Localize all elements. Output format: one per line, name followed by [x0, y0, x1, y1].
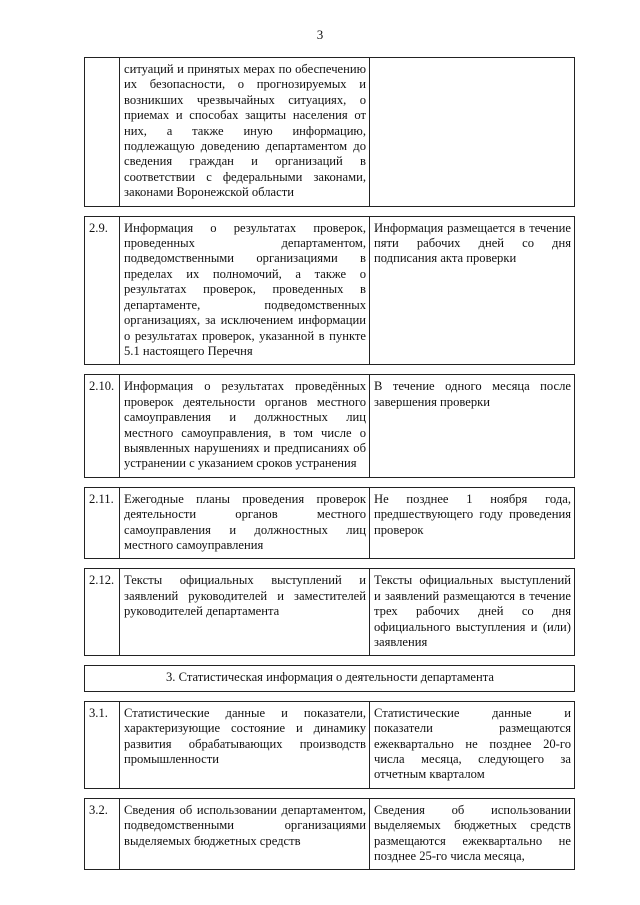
table-row — [85, 216, 575, 365]
row-gap — [85, 477, 575, 487]
page-number: 3 — [316, 27, 324, 42]
row-term: Сведения об использовании выделяемых бюджетных средств размещаются ежеквартально не позднее 25-го числа месяца, — [370, 798, 575, 870]
row-gap — [85, 559, 575, 569]
row-description: Статистические данные и показатели, характеризующие состояние и динамику развития обрабатывающих производств промышленности — [120, 701, 370, 788]
row-number: 3.2. — [85, 798, 120, 870]
row-term: Информация размещается в течение пяти рабочих дней со дня подписания акта проверки — [370, 216, 575, 365]
section-heading-row — [85, 666, 575, 691]
row-number: 3.1. — [85, 701, 120, 788]
row-term — [370, 58, 575, 207]
table-row — [85, 58, 575, 207]
row-gap — [85, 365, 575, 375]
row-gap — [85, 656, 575, 666]
row-description: Сведения об использовании департаментом, подведомственными организациями выделяемых бюджетных средств — [120, 798, 370, 870]
row-term: Статистические данные и показатели размещаются ежеквартально не позднее 20-го числа месяца, следующего за отчетным кварталом — [370, 701, 575, 788]
table-row — [85, 798, 575, 870]
table-row — [85, 569, 575, 656]
row-gap — [85, 788, 575, 798]
row-description: Тексты официальных выступлений и заявлений руководителей и заместителей руководителей департамента — [120, 569, 370, 656]
row-description: Ежегодные планы проведения проверок деятельности органов местного самоуправления и должностных лиц местного самоуправления — [120, 487, 370, 559]
row-number: 2.11. — [85, 487, 120, 559]
row-number — [85, 58, 120, 207]
table-row — [85, 701, 575, 788]
row-number: 2.12. — [85, 569, 120, 656]
row-number: 2.10. — [85, 375, 120, 477]
row-term: Не позднее 1 ноября года, предшествующего году проведения проверок — [370, 487, 575, 559]
row-number: 2.9. — [85, 216, 120, 365]
table-row — [85, 487, 575, 559]
row-description: ситуаций и принятых мерах по обеспечению их безопасности, о прогнозируемых и возникших чрезвычайных ситуациях, о приемах и способах защиты населения от них, а также иную информацию, подлежащую доведению департаментом до сведения граждан и организаций в соответствии с федеральными законами, законами Воронежской области — [120, 58, 370, 207]
table-row — [85, 375, 575, 477]
row-term: Тексты официальных выступлений и заявлений размещаются в течение трех рабочих дней со дня официального выступления и (или) заявления — [370, 569, 575, 656]
row-gap — [85, 691, 575, 701]
row-gap — [85, 206, 575, 216]
information-list-table — [84, 57, 575, 870]
row-description: Информация о результатах проведённых проверок деятельности органов местного самоуправления и должностных лиц местного самоуправления, в том числе о выявленных нарушениях и предписаниях об устранении с указанием сроков устранения — [120, 375, 370, 477]
row-description: Информация о результатах проверок, проведенных департаментом, подведомственными организациями в пределах их полномочий, а также о результатах проверок, проведенных в департаменте, подведомственных организациях, за исключением информации о результатах проверок, указанной в пункте 5.1 настоящего Перечня — [120, 216, 370, 365]
row-term: В течение одного месяца после завершения проверки — [370, 375, 575, 477]
section-heading: 3. Статистическая информация о деятельности департамента — [85, 666, 575, 691]
